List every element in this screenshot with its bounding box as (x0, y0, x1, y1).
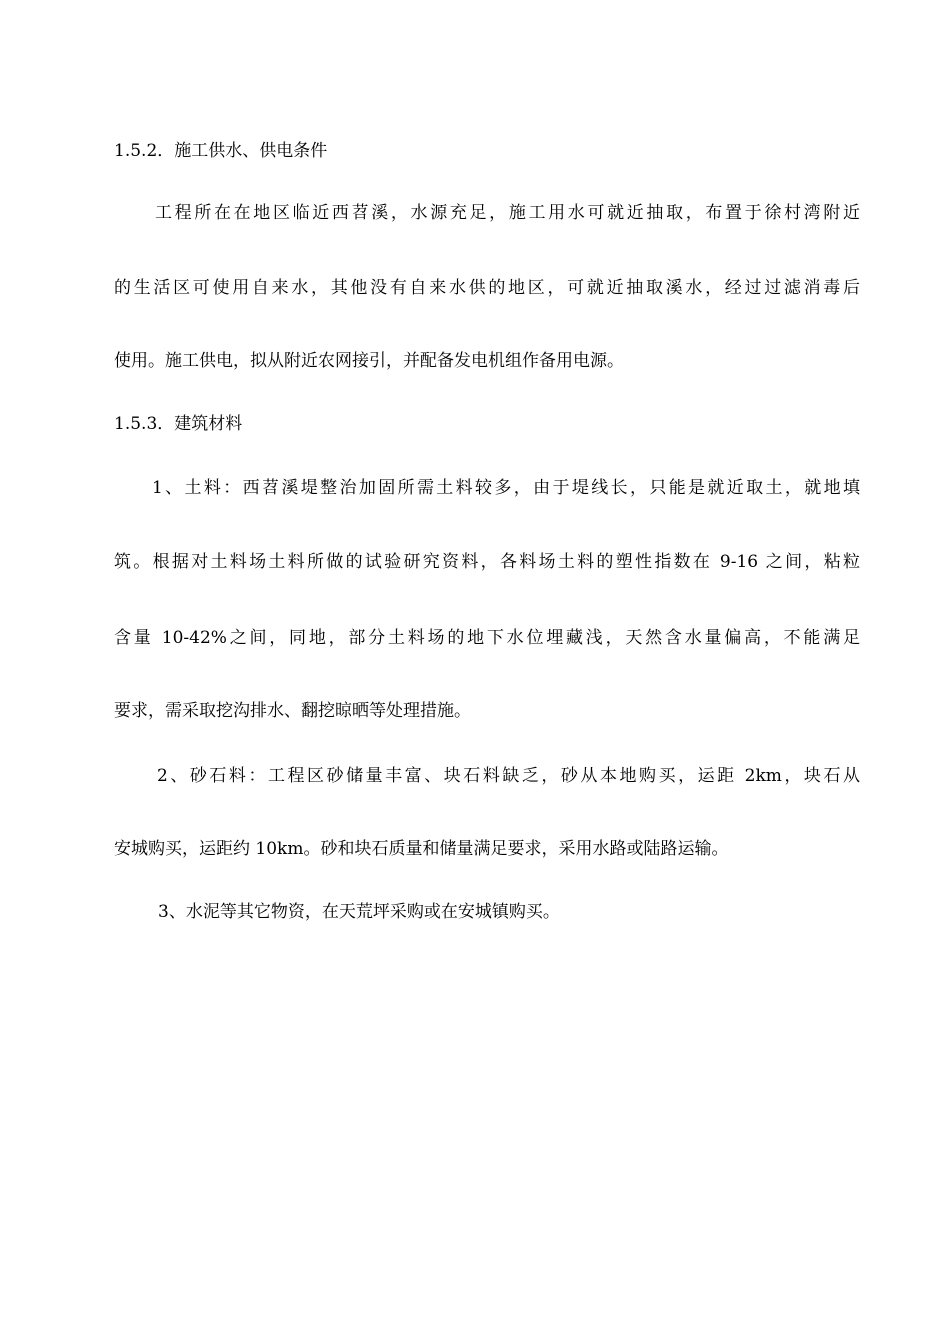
paragraph-line: 1、土料：西苕溪堤整治加固所需土料较多，由于堤线长，只能是就近取土，就地填 (152, 478, 860, 498)
paragraph-line: 的生活区可使用自来水，其他没有自来水供的地区，可就近抽取溪水，经过过滤消毒后 (114, 278, 860, 298)
paragraph-line: 使用。施工供电，拟从附近农网接引，并配备发电机组作备用电源。 (114, 351, 624, 371)
paragraph-line: 工程所在在地区临近西苕溪，水源充足，施工用水可就近抽取，布置于徐村湾附近 (155, 203, 860, 223)
paragraph-line: 2、砂石料：工程区砂储量丰富、块石料缺乏，砂从本地购买，运距 2km，块石从 (157, 766, 860, 786)
paragraph-line: 3、水泥等其它物资，在天荒坪采购或在安城镇购买。 (158, 902, 560, 922)
paragraph-line: 含量 10-42%之间，同地，部分土料场的地下水位埋藏浅，天然含水量偏高，不能满足 (114, 628, 860, 648)
paragraph-line: 筑。根据对土料场土料所做的试验研究资料，各料场土料的塑性指数在 9-16 之间，粘粒 (114, 552, 860, 572)
section-heading-1-5-2: 1.5.2．施工供水、供电条件 (114, 141, 328, 161)
paragraph-line: 安城购买，运距约 10km。砂和块石质量和储量满足要求，采用水路或陆路运输。 (114, 839, 729, 859)
paragraph-line: 要求，需采取挖沟排水、翻挖晾晒等处理措施。 (114, 701, 471, 721)
section-heading-1-5-3: 1.5.3．建筑材料 (114, 414, 243, 434)
